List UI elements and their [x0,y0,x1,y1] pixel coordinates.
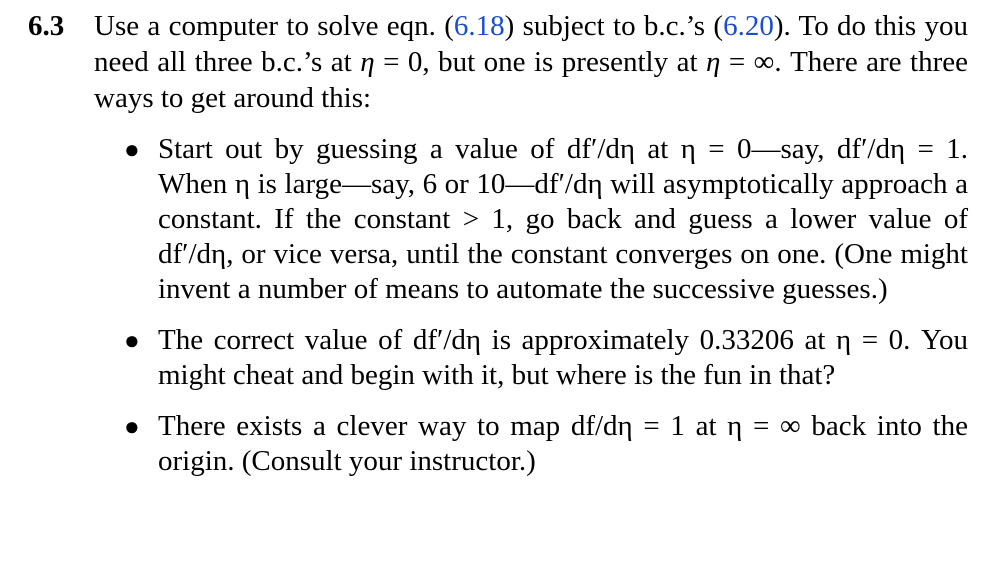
bullet-dot-icon: ● [124,326,140,355]
list-item [124,132,968,307]
approaches-list [94,132,968,479]
bullet-dot-icon: ● [124,135,140,164]
list-item [124,409,968,479]
approach-guess-text: Start out by guessing a value of df′/dη at η = 0—say, df′/dη = 1. When η is large—say, 6 or 10—df′/dη will asymptotically approach a constant. If the constant > 1, go back and guess a lower value of df′/dη, or vice versa, until the constant converges on one. (One might invent a number of means to automate the successive guesses.) [158,133,968,305]
intro-text-3: ). To do this you need all three b.c.’s at [94,10,968,78]
intro-text-5: = ∞. There are three ways to get around this: [94,46,968,114]
list-item [124,323,968,393]
intro-text-1: Use a computer to solve eqn. ( [94,10,454,42]
eqn-reference-link[interactable]: 6.18 [453,10,505,42]
problem-number: 6.3 [28,10,65,42]
intro-text-4: = 0, but one is presently at [374,46,706,78]
eta-symbol: η [705,46,721,78]
problem-intro [94,8,968,116]
bullet-dot-icon: ● [124,412,140,441]
problem-6-3 [28,8,972,495]
intro-text-2: ) subject to b.c.’s ( [504,10,724,42]
problem-body [94,8,968,479]
approach-correct-value-text: The correct value of df′/dη is approximately 0.33206 at η = 0. You might cheat and begin with it, but where is the fun in that? [158,324,968,391]
eta-symbol: η [360,46,375,78]
bc-reference-link[interactable]: 6.20 [723,10,774,42]
approach-map-origin-text: There exists a clever way to map df/dη = 1 at η = ∞ back into the origin. (Consult your instructor.) [158,410,968,477]
